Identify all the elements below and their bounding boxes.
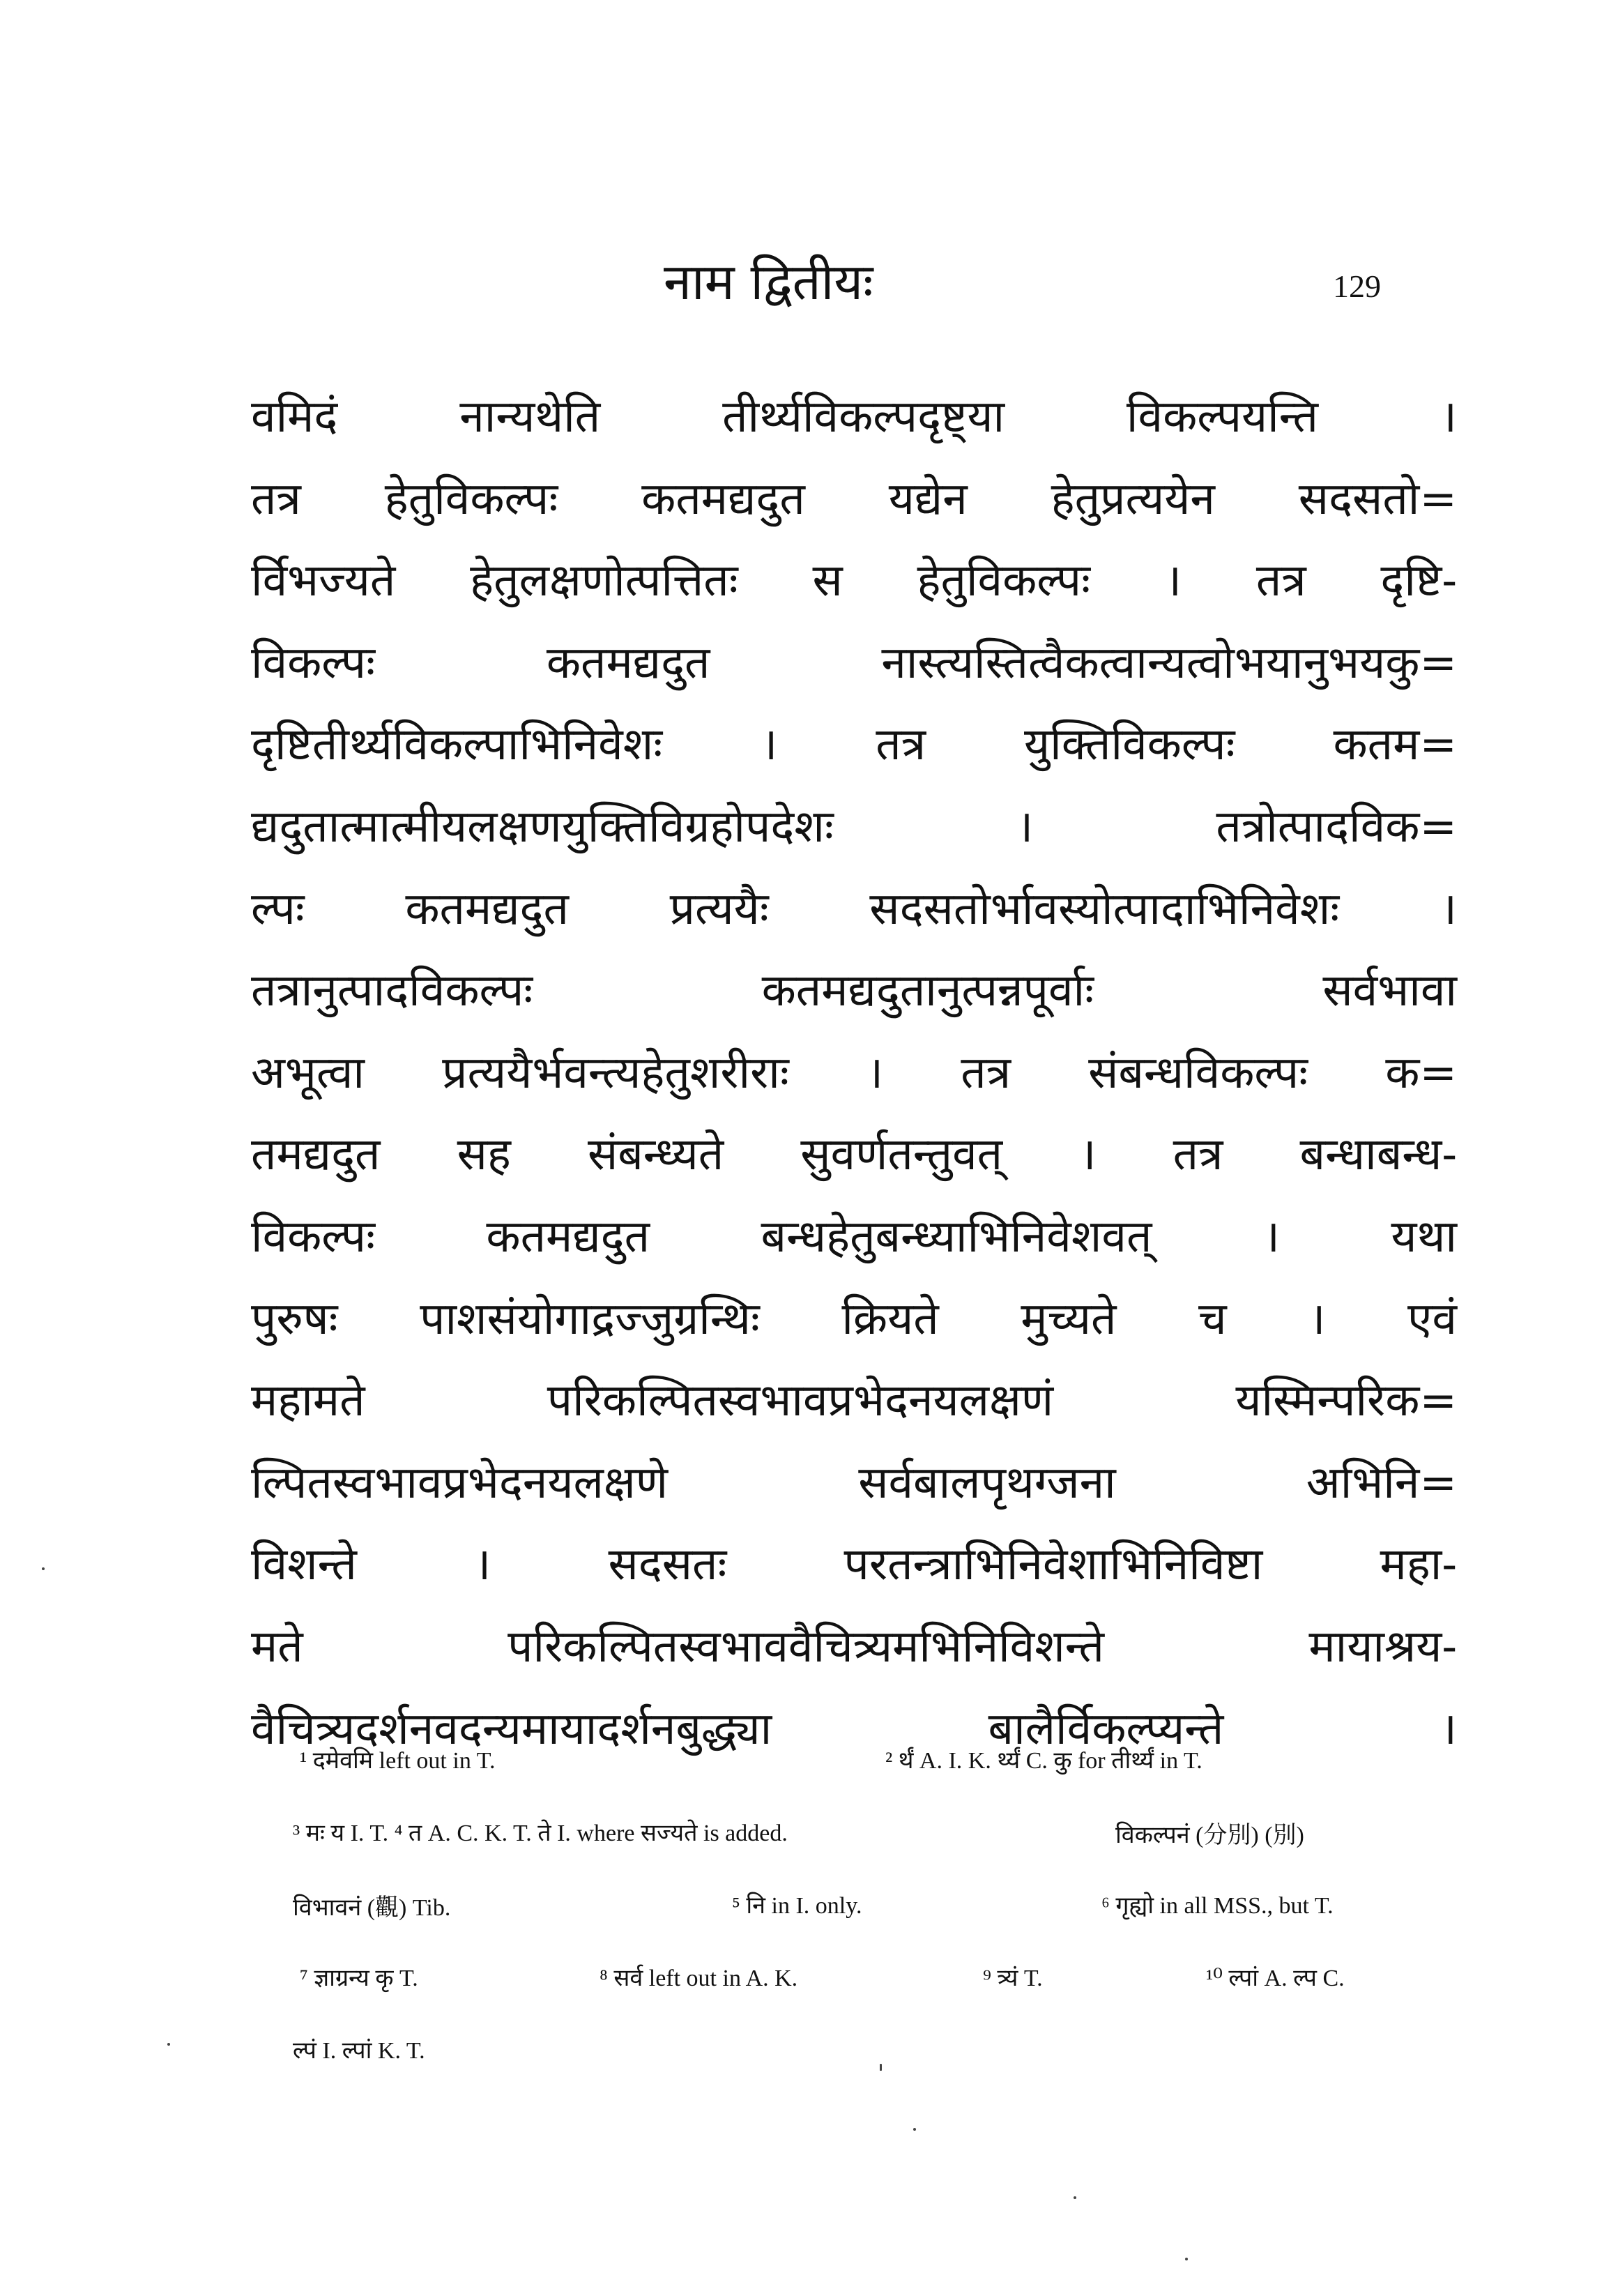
footnotes <box>293 1743 1457 2106</box>
footnote-row <box>293 2033 1457 2106</box>
footnote: ¹⁰ ल्पां A. ल्प C. <box>1206 1966 1345 1991</box>
footnote: ⁸ सर्व left out in A. K. <box>600 1966 798 1991</box>
footnote-row <box>293 1888 1457 1961</box>
text-line: महामते परिकल्पितस्वभावप्रभेदनयलक्षणं यस्मिन्परिक= <box>251 1375 1457 1427</box>
text-line: दृष्टितीर्थ्यविकल्पाभिनिवेशः । तत्र युक्तिविकल्पः कतम= <box>251 719 1457 771</box>
footnote-row <box>300 1961 1457 2033</box>
text-line: तत्र हेतुविकल्पः कतमद्यदुत यद्येन हेतुप्रत्ययेन सदसतो= <box>251 473 1457 525</box>
footnote: विभावनं (觀) Tib. <box>293 1895 451 1921</box>
footnote: ² र्थं A. I. K. र्थ्यं C. कु for तीर्थ्यं in T. <box>885 1748 1202 1774</box>
scan-speck <box>1185 2258 1188 2260</box>
text-line: वमिदं नान्यथेति तीर्थ्यविकल्पदृष्ट्या विकल्पयन्ति । <box>251 391 1457 443</box>
text-line: तमद्यदुत सह संबन्ध्यते सुवर्णतन्तुवत् । तत्र बन्धाबन्ध- <box>251 1129 1457 1181</box>
text-line: तत्रानुत्पादविकल्पः कतमद्यदुतानुत्पन्नपूर्वाः सर्वभावा <box>251 965 1457 1017</box>
footnote: ⁹ त्र्यं T. <box>983 1966 1043 1991</box>
footnote: विकल्पनं (分別) (別) <box>1115 1823 1304 1848</box>
scan-speck <box>167 2043 170 2046</box>
text-line: विशन्ते । सदसतः परतन्त्राभिनिवेशाभिनिविष्टा महा- <box>251 1539 1457 1591</box>
text-line: पुरुषः पाशसंयोगाद्रज्जुग्रन्थिः क्रियते मुच्यते च । एवं <box>251 1293 1457 1345</box>
page-number: 129 <box>1333 268 1381 304</box>
text-line: अभूत्वा प्रत्ययैर्भवन्त्यहेतुशरीराः । तत्र संबन्धविकल्पः क= <box>251 1047 1457 1099</box>
footnote-row <box>293 1816 1457 1888</box>
footnote: ⁵ नि in I. only. <box>732 1893 862 1919</box>
text-line: मते परिकल्पितस्वभाववैचित्र्यमभिनिविशन्ते मायाश्रय- <box>251 1620 1457 1673</box>
running-title: नाम द्वितीयः <box>664 252 873 311</box>
footnote: ⁶ गृह्यो in all MSS., but T. <box>1101 1893 1334 1919</box>
footnote: ¹ दमेवमि left out in T. <box>300 1748 496 1774</box>
scan-speck <box>880 2064 882 2071</box>
text-line: र्विभज्यते हेतुलक्षणोत्पत्तितः स हेतुविकल्पः । तत्र दृष्टि- <box>251 555 1457 607</box>
text-line: विकल्पः कतमद्यदुत नास्त्यस्तित्वैकत्वान्यत्वोभयानुभयकु= <box>251 637 1457 689</box>
text-line: ल्पः कतमद्यदुत प्रत्ययैः सदसतोर्भावस्योत्पादाभिनिवेशः । <box>251 883 1457 935</box>
scan-speck <box>42 1567 45 1570</box>
footnote: ³ मः य I. T. ⁴ त A. C. K. T. ते I. where सज्यते is added. <box>293 1820 788 1846</box>
footnote-row <box>300 1743 1457 1816</box>
scan-speck <box>1074 2196 1076 2199</box>
text-line: द्यदुतात्मात्मीयलक्षणयुक्तिविग्रहोपदेशः । तत्रोत्पादविक= <box>251 800 1457 853</box>
sanskrit-body-text <box>251 377 1457 1770</box>
text-line: ल्पितस्वभावप्रभेदनयलक्षणे सर्वबालपृथग्जना अभिनि= <box>251 1457 1457 1509</box>
footnote: ल्पं I. ल्पां K. T. <box>293 2038 425 2064</box>
text-line: वैचित्र्यदर्शनवदन्यमायादर्शनबुद्ध्या बालैर्विकल्प्यन्ते । <box>251 1703 1457 1755</box>
footnote: ⁷ ज्ञाग्रन्य कृ T. <box>300 1966 418 1991</box>
scan-speck <box>913 2128 916 2131</box>
text-line: विकल्पः कतमद्यदुत बन्धहेतुबन्ध्याभिनिवेशवत् । यथा <box>251 1210 1457 1263</box>
